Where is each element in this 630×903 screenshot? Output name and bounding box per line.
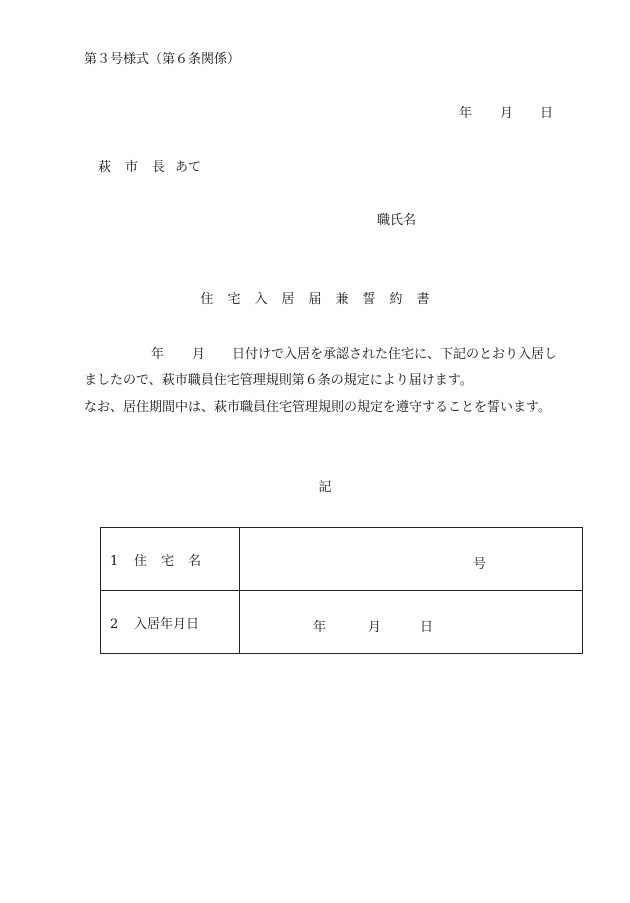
submission-date-line <box>0 107 630 123</box>
move-in-year-label: 年 <box>313 620 327 635</box>
date-day-label: 日 <box>540 106 554 121</box>
table-row <box>101 591 583 654</box>
position-name-label: 職氏名 <box>377 213 417 228</box>
move-in-date-label-cell <box>101 591 240 654</box>
body-paragraph-line-2: ましたので、萩市職員住宅管理規則第６条の規定により届けます。 <box>84 373 473 388</box>
move-in-day-label: 日 <box>420 620 434 635</box>
ki-heading: 記 <box>318 480 332 495</box>
move-in-date-label: 入居年月日 <box>134 616 200 632</box>
title-char: 届 <box>308 292 322 307</box>
addressee-char: 萩 <box>98 160 112 175</box>
title-char: 約 <box>389 292 403 307</box>
document-title <box>0 293 630 306</box>
title-char: 居 <box>281 292 295 307</box>
row-number: 2 <box>110 616 119 632</box>
title-char: 誓 <box>362 292 376 307</box>
title-char: 宅 <box>227 292 241 307</box>
date-month-label: 月 <box>500 106 514 121</box>
addressee-suffix: あて <box>175 160 202 175</box>
label-char: 宅 <box>161 553 175 569</box>
body-year-label: 年 <box>151 347 165 362</box>
move-in-date-field[interactable] <box>240 591 583 654</box>
addressee <box>98 161 201 174</box>
title-char: 兼 <box>335 292 349 307</box>
table-row <box>101 528 583 591</box>
title-char: 書 <box>416 292 430 307</box>
label-char: 名 <box>188 553 202 569</box>
addressee-char: 市 <box>125 160 139 175</box>
details-table <box>100 527 583 654</box>
title-char: 住 <box>200 292 214 307</box>
housing-name-field[interactable] <box>240 528 583 591</box>
addressee-char: 長 <box>152 160 166 175</box>
unit-number-suffix: 号 <box>473 557 487 572</box>
label-char: 住 <box>134 553 148 569</box>
body-month-label: 月 <box>192 347 206 362</box>
body-paragraph-line-3: なお、居住期間中は、萩市職員住宅管理規則の規定を遵守することを誓います。 <box>84 400 551 415</box>
form-number: 第３号様式（第６条関係） <box>84 52 241 67</box>
date-year-label: 年 <box>459 106 473 121</box>
move-in-month-label: 月 <box>368 620 382 635</box>
title-char: 入 <box>254 292 268 307</box>
housing-name-label-cell <box>101 528 240 591</box>
row-number: 1 <box>110 553 119 569</box>
housing-name-label <box>134 554 215 569</box>
body-line-1-text: 日付けで入居を承認された住宅に、下記のとおり入居し <box>232 347 558 362</box>
